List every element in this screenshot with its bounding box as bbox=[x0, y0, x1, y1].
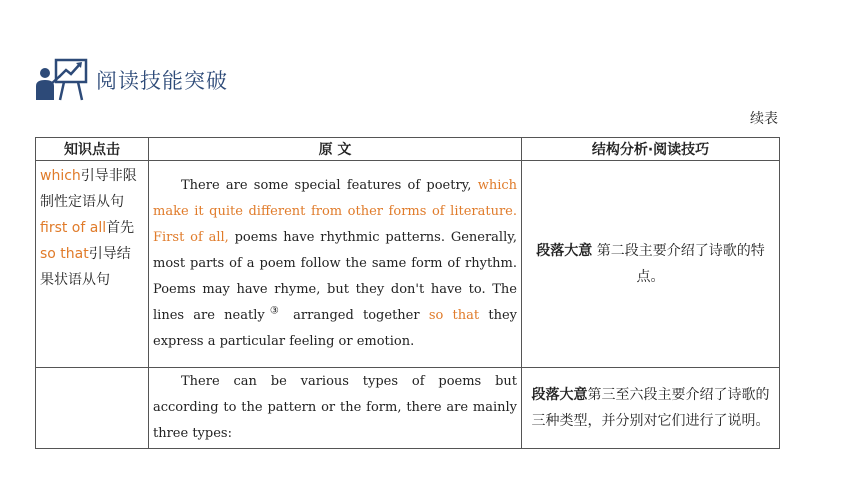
highlighted-segment: which make it quite different from other forms of literature. First of all, bbox=[153, 178, 517, 245]
section-header bbox=[34, 58, 228, 102]
analysis-text: 第二段主要介绍了诗歌的特点。 bbox=[592, 243, 765, 285]
text-segment: they express a particular feeling or emotion. bbox=[153, 308, 518, 349]
text-segment: arranged together bbox=[283, 308, 429, 323]
highlighted-segment: so that bbox=[428, 308, 480, 323]
footnote-marker: ③ bbox=[264, 305, 284, 317]
text-segment: There can be various types of poems but according to the pattern or the form, there are mainly three types: bbox=[153, 374, 517, 441]
original-text bbox=[149, 368, 522, 449]
knowledge-notes bbox=[36, 368, 149, 449]
note-explanation: 首先 bbox=[106, 220, 135, 236]
reading-table bbox=[35, 137, 780, 449]
table-row bbox=[36, 368, 780, 449]
paragraph-analysis bbox=[522, 161, 780, 368]
analysis-text: 第三至六段主要介绍了诗歌的三种类型，并分别对它们进行了说明。 bbox=[531, 387, 770, 429]
header-knowledge: 知识点击 bbox=[36, 138, 149, 161]
note-term: which bbox=[40, 168, 81, 184]
paragraph-analysis bbox=[522, 368, 780, 449]
section-title: 阅读技能突破 bbox=[96, 69, 228, 93]
knowledge-notes bbox=[36, 161, 149, 368]
presentation-chart-icon bbox=[34, 58, 88, 102]
note-term: first of all bbox=[40, 220, 107, 236]
analysis-label: 段落大意 bbox=[531, 387, 588, 403]
original-text bbox=[149, 161, 522, 368]
table-header-row bbox=[36, 138, 780, 161]
note-term: so that bbox=[40, 246, 89, 262]
continued-label: 续表 bbox=[750, 111, 778, 127]
text-segment: poems have rhythmic patterns. Generally, most parts of a poem follow the same form of rhythm. Poems may have rhyme, but they don't have to. The lines are neatly bbox=[153, 230, 517, 323]
note-explanation: 引导结果状语从句 bbox=[40, 246, 131, 288]
analysis-label: 段落大意 bbox=[536, 243, 593, 259]
table-row bbox=[36, 161, 780, 368]
text-segment: There are some special features of poetry, bbox=[181, 178, 478, 193]
header-original-text: 原 文 bbox=[149, 138, 522, 161]
note-explanation: 引导非限制性定语从句 bbox=[40, 168, 137, 210]
header-analysis: 结构分析·阅读技巧 bbox=[522, 138, 780, 161]
